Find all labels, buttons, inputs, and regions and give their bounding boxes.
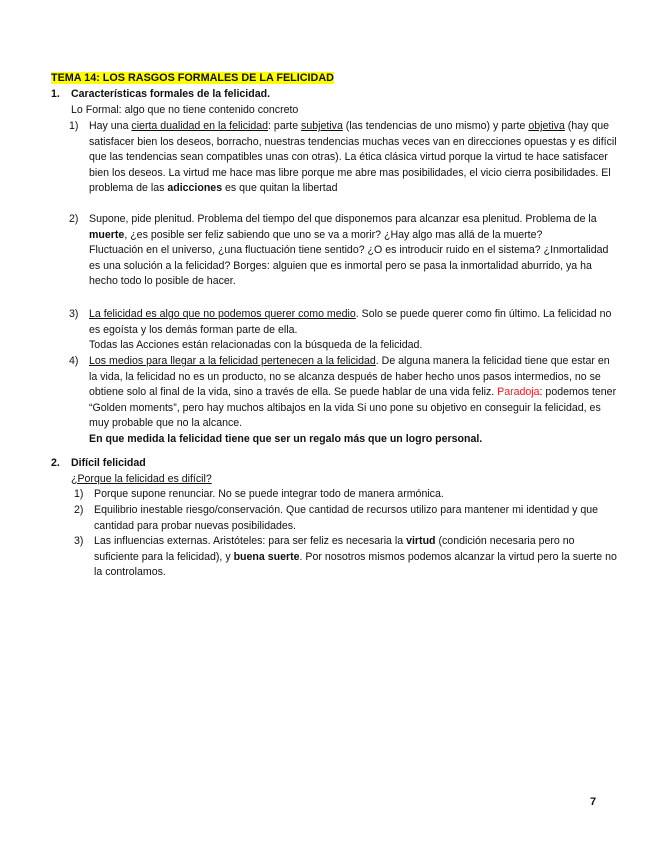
item-number: 2) [69, 213, 79, 225]
item-bold: muerte [89, 228, 125, 241]
item-number: 3) [74, 535, 84, 547]
item-underlined: La felicidad es algo que no podemos querer como medio [89, 308, 356, 320]
list-item [74, 487, 619, 503]
item-text: Porque supone renunciar. No se puede integrar todo de manera armónica. [94, 488, 444, 500]
item-paragraph: Fluctuación en el universo, ¿una fluctuación tiene sentido? ¿O es introducir ruido en el sistema? ¿Inmortalidad es una solución a la felicidad? Borges: alguien que es inmortal pero se pasa la inmortalidad aburrido, ya ha hecho todo lo posible de hacer. [89, 244, 609, 288]
ordered-list [74, 487, 619, 581]
ordered-list [69, 119, 619, 448]
item-text: Equilibrio inestable riesgo/conservación. Que cantidad de recursos utilizo para mantener mi identidad y que cantidad para probar nuevas posibilidades. [94, 504, 599, 532]
list-item [69, 212, 619, 307]
item-text: Supone, pide plenitud. Problema del tiempo del que disponemos para alcanzar esa plenitud. Problema de la [89, 213, 597, 225]
item-bold: buena suerte [233, 550, 300, 563]
item-bold: adicciones [167, 182, 223, 195]
item-number: 2) [74, 504, 84, 516]
item-number: 1) [74, 488, 84, 500]
list-item [69, 354, 619, 448]
section-subtitle [71, 472, 212, 488]
item-text: (hay que satisfacer bien los deseos, borracho, nuestras tendencias muchas veces van en direcciones opuestas y es difícil que las tendencias sean compatibles unas con otras). La ética clásica virtud porque la virtud te hace satisfacer bien los deseos. La virtud me hace mas libre porque me abre mas posibilidades, el vicio cierra posibilidades. El problema de las [89, 120, 617, 195]
subtitle-underlined: ¿Porque la felicidad es difícil? [71, 472, 212, 485]
section-number: 1. [51, 88, 60, 100]
item-text: : parte [268, 120, 302, 132]
item-text: . Por nosotros mismos podemos alcanzar la virtud pero la suerte no la controlamos. [94, 550, 617, 579]
item-bold: En que medida la felicidad tiene que ser un regalo más que un logro personal. [89, 432, 483, 445]
paradox-label: Paradoja [497, 386, 540, 399]
item-text: Las influencias externas. Aristóteles: para ser feliz es necesaria la [94, 535, 407, 547]
item-underlined: objetiva [528, 120, 565, 132]
section-subtitle: Lo Formal: algo que no tiene contenido concreto [71, 103, 299, 116]
item-underlined: cierta dualidad en la felicidad [131, 120, 269, 132]
item-text: Hay una [89, 120, 132, 132]
item-text: , ¿es posible ser feliz sabiendo que uno se va a morir? ¿Hay algo mas allá de la muerte? [124, 228, 543, 241]
item-underlined: Los medios para llegar a la felicidad pertenecen a la felicidad [89, 355, 376, 367]
page-number: 7 [590, 796, 597, 808]
item-text: . De alguna manera la felicidad tiene que estar en la vida, la felicidad no es un producto, no se alcanza después de haber hecho unos pasos intermedios, no se obtiene solo al final de la vida, sino a través de ella. Se puede hablar de una vida feliz. [89, 355, 610, 399]
item-text: Si uno pone su objetivo en conseguir la felicidad, es muy probable que no la alcance. [89, 401, 601, 430]
section-title: Características formales de la felicidad. [71, 88, 271, 100]
list-item [74, 503, 619, 534]
item-bold: virtud [406, 535, 436, 547]
list-item [74, 534, 619, 581]
item-paragraph: Todas las Acciones están relacionadas con la búsqueda de la felicidad. [89, 339, 423, 352]
list-item [69, 119, 619, 212]
item-number: 1) [69, 120, 79, 132]
title-highlight: TEMA 14: LOS RASGOS FORMALES DE LA FELICIDAD [51, 72, 334, 84]
item-number: 3) [69, 308, 79, 320]
document-title [51, 71, 334, 87]
item-text: : podemos tener “Golden moments”, pero hay muchos altibajos en la vida [89, 386, 617, 414]
section-number: 2. [51, 457, 60, 469]
item-text: (las tendencias de uno mismo) y parte [342, 120, 529, 132]
item-text: (condición necesaria pero no suficiente para la felicidad), y [94, 535, 575, 563]
list-item [69, 307, 619, 354]
section-title: Difícil felicidad [71, 457, 146, 469]
item-text: es que quitan la libertad [222, 182, 338, 195]
item-text: . Solo se puede querer como fin último. La felicidad no es egoísta y los demás forman parte de ella. [89, 308, 612, 336]
item-number: 4) [69, 355, 79, 367]
item-underlined: subjetiva [301, 120, 343, 132]
